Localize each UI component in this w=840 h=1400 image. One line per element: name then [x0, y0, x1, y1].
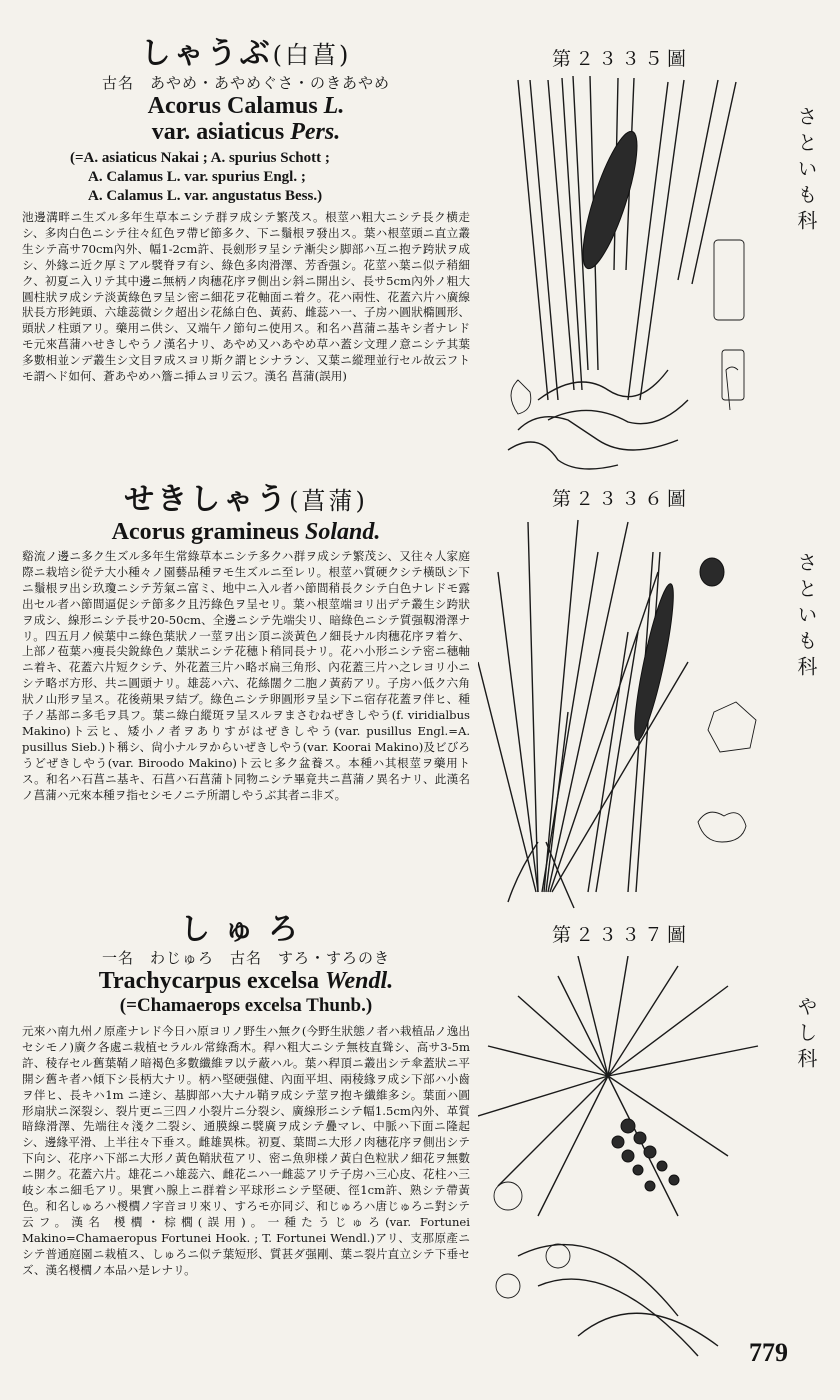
latin-author: Soland. — [304, 519, 381, 545]
entry-shoubu — [22, 36, 470, 385]
synonym-line: (=Chamaerops excelsa Thunb.) — [119, 995, 373, 1016]
scientific-variety — [22, 119, 470, 145]
figure-label: 第２３３７圖 — [552, 924, 691, 946]
description: 谿流ノ邊ニ多ク生ズル多年生常綠草本ニシテ多クハ群ヲ成シテ繁茂シ、又往々人家庭際ニ栽培シ從テ大小種々ノ園藝品種ヲモ生ズルニ至レリ。根莖ハ質硬クシテ橫臥シ下ニ鬚根ヲ出シ玖瓊ニシテ芳氣ニ富ミ、地中ニ入ル者ハ節間稍長クシテ白色ナレドモ露出セル者ハ節間逼促シテ節多ク且汚綠色ヲ呈セリ。葉ハ根莖端ヨリ出デテ叢生シ跨狀ヲ成シ、線形ニシテ長サ20-50cm、全邊ニシテ先端尖リ、暗綠色ニシテ質强靱滑澤ナリ。四五月ノ候葉中ニ綠色葉狀ノ一莖ヲ出シ頂ニ淡黃色ノ細長ナル肉穗花序ヲ着ケ、上部ノ苞葉ハ痩長尖銳綠色ノ葉狀ニシテ花穗ト稍同長ナリ。花ハ小形ニシテ密ニ穗軸ニ着キ、花蓋六片短クシテ、外花蓋三片ハ略ボ扁三角形、內花蓋三片ハ之レヨリ小ニシテ略ボ方形、共ニ圓頭ナリ。雄蕊ハ六、花絲闊ク二胞ノ黃葯アリ。子房ハ低ク六角狀ノ山形ヲ呈ス。花後蒴果ヲ結ブ。綠色ニシテ卵圓形ヲ呈シ下ニ宿存花蓋ヲ伴ヒ、種子ノ基部ニ多毛ヲ具フ。葉ニ綠白縱斑ヲ呈スルヲまさむねぜきしやう(f. viridialbus Makino)ト云ヒ、矮小ノ者ヲありすがはぜきしやう(var. pusillus Engl.=A. pusillus Sieb.)ト稱シ、尙小ナルヲからいぜきしやう(var. Koorai Makino)及ビびろうどぜきしやう(var. Biroodo Makino)ト云ヒ多ク盆養ス。本種ハ其根莖ヲ藥用トス。和名ハ石菖ニ基キ、石菖ハ石菖蒲ト同物ニシテ畢竟共ニ菖蒲ノ異名ナリ、此漢名ノ菖蒲ハ元來本種ヲ指セシモノニテ所謂しやうぶ其者ニ非ズ。 — [22, 549, 470, 802]
latin-name: Acorus Calamus — [147, 93, 318, 119]
description: 元來ハ南九州ノ原產ナレド今日ハ原ヨリノ野生ハ無ク(今野生狀態ノ者ハ栽植品ノ逸出セシモノ)廣ク各處ニ栽植セラルル常綠喬木。稈ハ粗大ニシテ無枝直聳シ、高サ3-5m許、稜存セル舊葉鞘ノ暗褐色多數纖維ヲ以テ蔽ハル。葉ハ稈頂ニ叢出シテ傘蓋狀ニ平開シ舊キ者ハ傾下シ長柄大ナリ。柄ハ堅硬强健、內面平坦、兩稜緣ヲ成シ下部ハ小齒ヲ伴ヒ、長キハ1m ニ達シ、基脚部ハ大ナル鞘ヲ成シテ莖ヲ抱キ纖維多シ。葉面ハ圓形扇狀ニ深裂シ、裂片更ニ三四ノ小裂片ニ分裂シ、廣線形ニシテ幅1.5cm內外、革質暗綠滑澤、先端往々淺ク二裂シ、通膜線ニ襞廣ヲ成シテ疊マレ、中脈ハ下面ニ隆起シ、邊緣平滑、上半往々下垂ス。雌雄異株。初夏、葉間ニ大形ノ肉穗花序ヲ側出シテ下向シ、花序ハ下部ニ大形ノ黃色鞘狀苞アリ、密ニ魚卵様ノ黃白色粒狀ノ細花ヲ無數ニ開ク。花蓋六片。雄花ニハ雄蕊六、雌花ニハ一雌蕊アリテ子房ハ三心皮、花柱ハ三岐シ本ニ細毛アリ。果實ハ腺上ニ群着シ平球形ニシテ堅硬、徑1cm許、熟シテ帶黃色。和名しゅろハ椶櫚ノ字音ヨリ來リ、すろモ亦同ジ、和じゅろハ唐じゅろニ對シテ云フ。漢名 椶櫚・棕櫚(誤用)。一種たうじゅろ(var. Fortunei Makino=Chamaeropus Fortunei Hook. ; T. Fortunei Wendl.)アリ、支那原產ニシテ普通庭園ニ栽植ス、しゅろニ似テ葉短形、質甚ダ强剛、葉ニ裂片直立シテ下垂セズ、漢名椶櫚ノ本品ハ是レナリ。 — [22, 1024, 470, 1277]
illustration-trachycarpus — [478, 956, 766, 1376]
entry-sekishou — [22, 482, 470, 804]
illustration-acorus-calamus — [478, 70, 766, 480]
latin-variety: var. asiaticus — [151, 119, 285, 145]
family-label: さといも科 — [794, 552, 818, 682]
alt-name: 一名 わじゅろ 古名 すろ・すろのき — [101, 949, 390, 967]
latin-variety-author: Pers. — [290, 119, 341, 145]
title-kana: しゃうぶ — [140, 36, 273, 71]
family-label: さといも科 — [794, 106, 818, 236]
latin-name: Trachycarpus excelsa — [98, 968, 319, 994]
scientific-name — [22, 968, 470, 994]
synonym-line: A. Calamus L. var. angustatus Bess.) — [88, 188, 323, 204]
entry-title — [22, 36, 470, 73]
entry-title: しゅろ — [180, 912, 312, 947]
synonym-line: (=A. asiaticus Nakai ; A. spurius Schott ; — [70, 150, 330, 166]
latin-author: Wendl. — [324, 968, 394, 994]
scientific-name — [22, 519, 470, 545]
title-kanji: (菖蒲) — [289, 487, 368, 515]
page-number: 779 — [749, 1338, 788, 1367]
synonym-line: A. Calamus L. var. spurius Engl. ; — [88, 169, 306, 185]
latin-author: L. — [323, 93, 345, 119]
scientific-name — [22, 93, 470, 119]
entry-title — [22, 482, 470, 519]
illustration-acorus-gramineus — [478, 512, 766, 912]
title-kanji: (白菖) — [272, 41, 352, 69]
figure-label: 第２３３６圖 — [552, 488, 691, 510]
latin-name: Acorus gramineus — [111, 519, 299, 545]
figure-label: 第２３３５圖 — [552, 48, 691, 70]
entry-shuro — [22, 912, 470, 1279]
description: 池邊溝畔ニ生ズル多年生草本ニシテ群ヲ成シテ繁茂ス。根莖ハ粗大ニシテ長ク横走シ、多肉白色ニシテ往々紅色ヲ帶ビ節多ク、下ニ鬚根ヲ發出ス。葉ハ根莖頭ニ直立叢生シテ高サ70cm內外、幅1-2cm許、長劍形ヲ呈シテ漸尖シ脚部ハ互ニ抱テ跨狀ヲ成シ、外緣ニ近ク厚ミアル襞脊ヲ有シ、綠色多肉滑澤、芳香强シ。花莖ハ葉ニ似テ稍細ク、初夏ニ入リテ其中邊ニ無柄ノ肉穗花序ヲ側出シ斜ニ開出シ、長サ5cm內外ノ粗大圓柱狀ヲ成シテ淡黃綠色ヲ呈シ密ニ細花ヲ花軸面ニ着ク。花ハ兩性、花蓋六片ハ廣線狀長方形鈍頭、六雄蕊微シク超出シ花絲白色、黃葯、雌蕊ハ一、子房ハ圓狀橢圓形、頭狀ノ柱頭アリ。藥用ニ供シ、又端午ノ節句ニ使用ス。和名ハ菖蒲ニ基キシ者ナレドモ元來菖蒲ハせきしやうノ漢名ナリ、あやめ又ハあやめ草ハ蓋シ文理ノ意ニシテ其葉多數相並ンデ叢生シ文目ヲ成スヨリ斯ク謂ヒシナラン、又葉ニ縱理並行セル故云フトモ謂ヘド如何、蒼あやめハ簷ニ挿ムヨリ云フ。漢名 菖蒲(誤用) — [22, 210, 470, 384]
alt-name: 古名 あやめ・あやめぐさ・のきあやめ — [101, 74, 390, 92]
synonyms — [22, 149, 470, 206]
family-label: やし科 — [794, 996, 818, 1074]
title-kana: せきしゃう — [124, 482, 290, 517]
